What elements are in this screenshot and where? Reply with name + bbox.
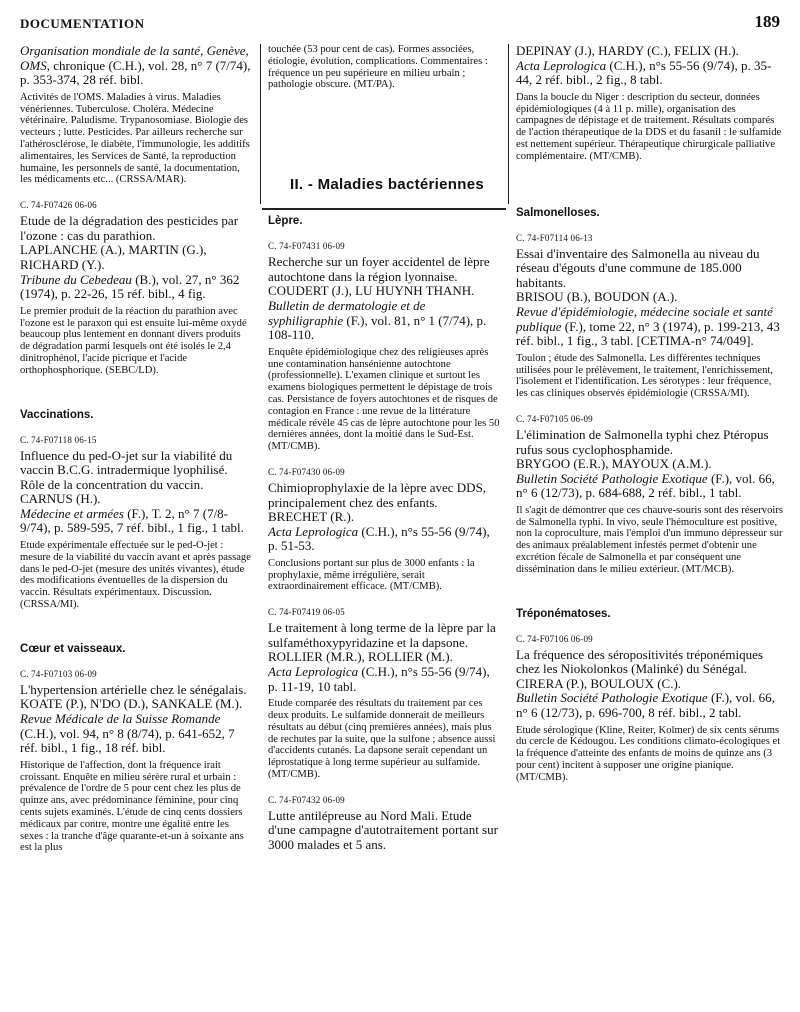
authors: CIRERA (P.), BOULOUX (C.). xyxy=(516,675,682,691)
bibliography xyxy=(516,472,784,501)
journal-title: Médecine et armées xyxy=(20,505,124,521)
article-title: Influence du ped-O-jet sur la viabilité du vaccin B.C.G. intradermique lyophilisé. Rôle de la concentration du vaccin. xyxy=(20,447,233,492)
abstract: Dans la boucle du Niger : description du secteur, données épidémiologiques (4 à 11 p. mille), organisation des campagnes de dépistage et de traitement. Résultats comparés de l'action thérapeutique de la DDS et du fasanil : le sulfamide est nettement supérieur. Thérapeutique chirurgicale palliative complémentaire. (MT/CMB). xyxy=(516,91,782,162)
journal-title: Tribune du Cebedeau xyxy=(20,271,132,287)
reference-number: C. 74-F07430 06-09 xyxy=(268,466,345,477)
subsection-heading: Tréponématoses. xyxy=(516,607,611,620)
abstract: Etude sérologique (Kline, Reiter, Kolmer) de six cents sérums du cercle de Kédougou. Les conditions climato-écologiques et la fréquence d'atteinte des enfants de moins de quinze ans (3 pour cent) incitent à supposer une origine pianique. (MT/CMB). xyxy=(516,724,781,783)
column-divider xyxy=(508,44,509,204)
reference-number: C. 74-F07103 06-09 xyxy=(20,668,97,679)
bibliography xyxy=(20,273,252,302)
bib-details: (F.), vol. 66, n° 6 (12/73), p. 684-688, 2 réf. bibl., 1 tabl. xyxy=(516,470,775,501)
journal-title: Acta Leprologica xyxy=(516,57,607,73)
abstract: Conclusions portant sur plus de 3000 enfants : la prophylaxie, même irrégulière, serait extraordinairement efficace. (MT/CMB). xyxy=(268,557,475,593)
journal-title: Organisation mondiale de la santé, Genève, OMS xyxy=(20,44,249,73)
authors: DEPINAY (J.), HARDY (C.), FELIX (H.). xyxy=(516,44,739,58)
authors: LAPLANCHE (A.), MARTIN (G.), RICHARD (Y.). xyxy=(20,242,207,272)
authors: BRISOU (B.), BOUDON (A.). xyxy=(516,289,678,305)
subsection-heading: Cœur et vaisseaux. xyxy=(20,642,126,655)
page-number: 189 xyxy=(754,12,780,31)
article-title: Chimioprophylaxie de la lèpre avec DDS, principalement chez des enfants. xyxy=(268,479,487,510)
bib-details: (C.H.), vol. 94, n° 8 (8/74), p. 641-652, 7 réf. bibl., 1 fig., 18 réf. bibl. xyxy=(20,725,235,756)
article-title: Lutte antilépreuse au Nord Mali. Etude d'une campagne d'autotraitement portant sur 3000 malades et 5 ans. xyxy=(268,807,498,853)
subsection-heading: Vaccinations. xyxy=(20,408,94,421)
abstract: Etude comparée des résultats du traitement par ces deux produits. Le sulfamide donnerait de meilleurs résultats au début (cinq premières années), mais plus de rechutes par la suite, que la sulfone ; absence aussi d'accidents cutanés. La dapsone serait cependant un léprostatique à long terme supérieur au sulfamide. (MT/CMB). xyxy=(268,698,496,781)
abstract: Le premier produit de la réaction du parathion avec l'ozone est le paraxon qui est ensuite lui-même oxydé beaucoup plus lentement en donnant divers produits de dégradation parmi lesquels ont été isolés le 2,4 dinitrophénol, l'acide picrique et l'acide orthophosphorique. (SEBC/LD). xyxy=(20,305,247,376)
reference-number: C. 74-F07426 06-06 xyxy=(20,200,97,211)
bibliography xyxy=(20,712,252,756)
journal-title: Bulletin de dermatologie et de syphiligraphie xyxy=(268,297,426,328)
abstract: touchée (53 pour cent de cas). Formes associées, étiologie, évolution, complications. Commentaires : fréquence un peu supérieure en milieu urbain ; pathologie obscure. (MT/PA). xyxy=(268,44,488,91)
article-title: Essai d'inventaire des Salmonella au niveau du réseau d'égouts d'une commune de 185.000 habitants. xyxy=(516,245,760,290)
bibliography xyxy=(268,299,502,343)
journal-title: Bulletin Société Pathologie Exotique xyxy=(516,470,708,486)
section-heading: II. - Maladies bactériennes xyxy=(289,176,484,193)
column-2 xyxy=(268,44,502,1006)
bibliography xyxy=(268,525,502,554)
bib-details: (C.H.), n°s 55-56 (9/74), p. 11-19, 10 tabl. xyxy=(268,664,490,694)
running-header: DOCUMENTATION xyxy=(20,16,145,31)
journal-title: Revue Médicale de la Suisse Romande xyxy=(20,711,221,727)
authors: COUDERT (J.), LU HUYNH THANH. xyxy=(268,283,475,299)
reference-number: C. 74-F07419 06-05 xyxy=(268,607,345,618)
bibliography xyxy=(20,44,252,88)
subsection-heading: Salmonelloses. xyxy=(516,206,600,219)
column-3 xyxy=(516,44,784,1006)
article-title: L'élimination de Salmonella typhi chez Ptéropus rufus sous cyclophosphamide. xyxy=(516,426,769,457)
abstract: Activités de l'OMS. Maladies à virus. Maladies vénériennes. Tuberculose. Choléra. Médecine vétérinaire. Paludisme. Trypanosomiase. Biologie des vecteurs ; lutte. Pesticides. Par ailleurs recherche sur l'athérosclérose, le diabète, l'immunologie, les additifs alimentaires, les Services de Santé, la reproduction humaine, les personnels de santé, la documentation, les médicaments etc... (CRSSA/MAR). xyxy=(20,91,250,186)
article-title: La fréquence des séropositivités tréponémiques chez les Niokolonkos (Malinké) du Sénégal. xyxy=(516,646,763,677)
bibliography xyxy=(516,59,784,88)
authors: BRYGOO (E.R.), MAYOUX (A.M.). xyxy=(516,456,712,472)
article-title: Etude de la dégradation des pesticides par l'ozone : cas du parathion. xyxy=(20,213,239,243)
abstract: Etude expérimentale effectuée sur le ped-O-jet : mesure de la viabilité du vaccin avant et après passage dans le ped-O-jet (mesure des unités vivantes), étude des modifications éventuelles de la dispersion du vaccin. Résultats expérimentaux. Discussion. (CRSSA/MI). xyxy=(20,540,251,611)
bibliography xyxy=(268,665,502,694)
reference-number: C. 74-F07106 06-09 xyxy=(516,633,593,644)
reference-number: C. 74-F07118 06-15 xyxy=(20,434,97,445)
page-header xyxy=(20,10,780,34)
bib-details: , chronique (C.H.), vol. 28, n° 7 (7/74), p. 353-374, 28 réf. bibl. xyxy=(20,57,251,88)
abstract: Toulon ; étude des Salmonella. Les différentes techniques utilisées pour le prélèvement, le traitement, l'enrichissement, l'isolement et l'identification. Les sérotypes : leur fréquence, les cas cliniques observés épidémiologie (CRSSA/MI). xyxy=(516,352,773,400)
journal-title: Acta Leprologica xyxy=(268,523,359,539)
abstract: Historique de l'affection, dont la fréquence irait croissant. Enquête en milieu sérère rural et urbain : prévalence de l'ordre de 5 pour cent chez les plus de quinze ans, avec prédominance féminine, pour cinq cents sujets examinés. L'étude de cinq cents dossiers médicaux par contre, montre une égalité entre les sexes : la tranche d'âge quarante-et-un à soixante ans est la plus xyxy=(20,759,244,854)
journal-title: Acta Leprologica xyxy=(268,664,359,680)
bib-details: (F.), vol. 66, n° 6 (12/73), p. 696-700, 8 réf. bibl., 2 tabl. xyxy=(516,690,775,721)
authors: BRECHET (R.). xyxy=(268,509,355,525)
article-title: Le traitement à long terme de la lèpre par la sulfaméthoxypyridazine et la dapsone. xyxy=(268,620,496,650)
bib-details: (F.), T. 2, n° 7 (7/8-9/74), p. 589-595, 7 réf. bibl., 1 fig., 1 tabl. xyxy=(20,505,244,536)
bibliography xyxy=(516,691,784,720)
bibliography xyxy=(20,507,252,536)
abstract: Enquête épidémiologique chez des religieuses après une contamination hansénienne autochtone (professionnelle). L'examen clinique et surtout les examens biologiques permettent le dépistage de trois cas. Persistance de foyers autochtones et de risques de contagion en France : une revue de la littérature médicale révèle 45 cas de lèpre autochtone pour les 50 dernières années, dont la moitié dans le Sud-Est. (MT/CMB). xyxy=(268,346,500,453)
authors: ROLLIER (M.R.), ROLLIER (M.). xyxy=(268,649,453,665)
bib-details: (C.H.), n°s 55-56 (9/74), p. 51-53. xyxy=(268,523,490,554)
bib-details: (F.), vol. 81, n° 1 (7/74), p. 108-110. xyxy=(268,312,487,343)
bib-details: (B.), vol. 27, n° 362 (1974), p. 22-26, 15 réf. bibl., 4 fig. xyxy=(20,271,240,302)
reference-number: C. 74-F07431 06-09 xyxy=(268,241,345,252)
journal-title: Revue d'épidémiologie, médecine sociale et santé publique xyxy=(516,303,773,334)
article-title: L'hypertension artérielle chez le sénégalais. xyxy=(20,681,247,697)
bib-details: (C.H.), n°s 55-56 (9/74), p. 35-44, 2 réf. bibl., 2 fig., 8 tabl. xyxy=(516,57,772,88)
abstract: Il s'agit de démontrer que ces chauve-souris sont des réservoirs de Salmonella typhi. In vivo, seule l'hémoculture est positive, non la coproculture, mais l'emploi d'un immuno dépresseur sur des animaux préalablement infestés permet d'obtenir une excrétion fécale de Salmonella et par conséquent une dissémination dans le milieu extérieur. (MT/MCB). xyxy=(516,504,783,575)
bib-details: (F.), tome 22, n° 3 (1974), p. 199-213, 43 réf. bibl., 1 fig., 3 tabl. [CETIMA-n° 74/049]. xyxy=(516,318,780,349)
column-divider xyxy=(260,44,261,204)
column-1 xyxy=(20,44,252,1006)
authors: KOATE (P.), N'DO (D.), SANKALE (M.). xyxy=(20,696,243,712)
reference-number: C. 74-F07114 06-13 xyxy=(516,232,593,243)
reference-number: C. 74-F07105 06-09 xyxy=(516,413,593,424)
reference-number: C. 74-F07432 06-09 xyxy=(268,794,345,805)
authors: CARNUS (H.). xyxy=(20,491,101,507)
article-title: Recherche sur un foyer accidentel de lèpre autochtone dans la région lyonnaise. xyxy=(268,254,490,284)
subsection-heading: Lèpre. xyxy=(268,215,303,228)
bibliography xyxy=(516,305,784,349)
journal-title: Bulletin Société Pathologie Exotique xyxy=(516,690,708,706)
